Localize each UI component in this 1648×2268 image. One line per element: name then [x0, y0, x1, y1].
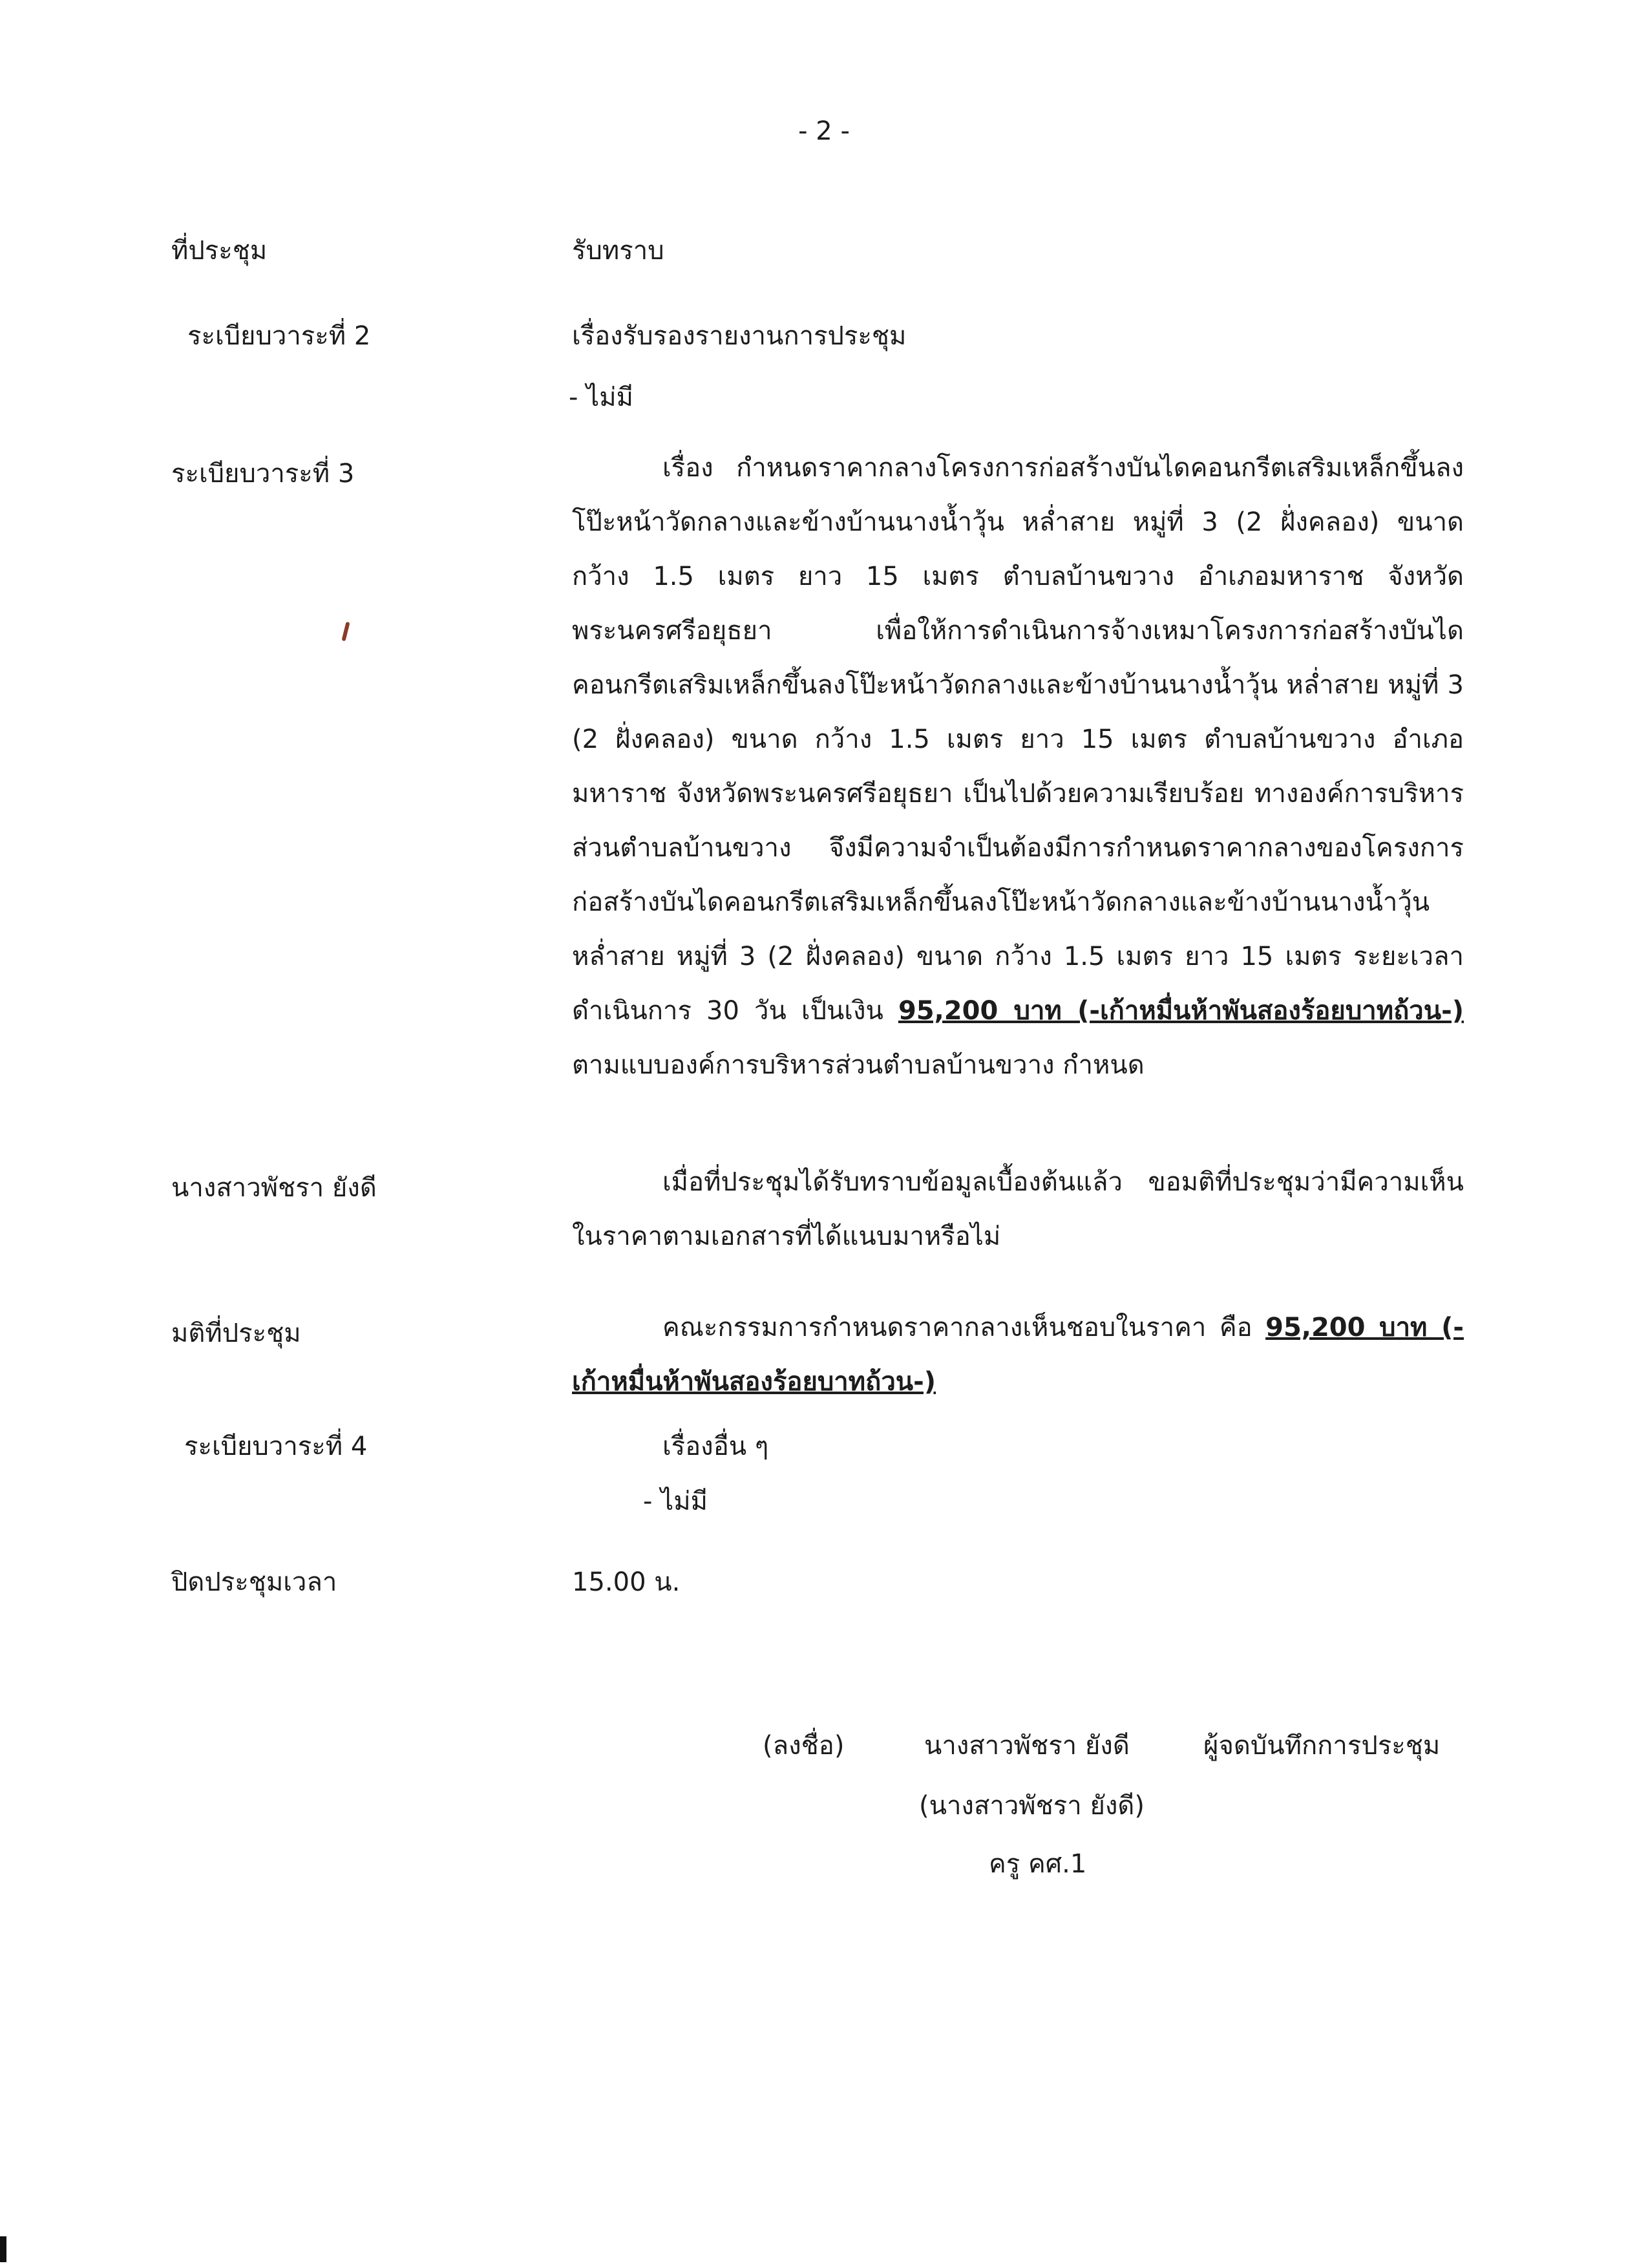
signature-position: ครู คศ.1 [989, 1849, 1087, 1879]
price-amount: 95,200 บาท (-เก้าหมื่นห้าพันสองร้อยบาทถ้วน-) [898, 996, 1464, 1026]
paragraph-tail: ตามแบบองค์การบริหารส่วนตำบลบ้านขวาง กำหนด [572, 1050, 1145, 1080]
item-paragraph [572, 1155, 1464, 1264]
paragraph-text: เรื่อง กำหนดราคากลางโครงการก่อสร้างบันไดคอนกรีตเสริมเหล็กขึ้นลงโป๊ะหน้าวัดกลางและข้างบ้านนางน้ำวุ้น หล่ำสาย หมู่ที่ 3 (2 ฝั่งคลอง) ขนาด กว้าง 1.5 เมตร ยาว 15 เมตร ตำบลบ้านขวาง อำเภอมหาราช จังหวัดพระนครศรีอยุธยา เพื่อให้การดำเนินการจ้างเหมาโครงการก่อสร้างบันไดคอนกรีตเสริมเหล็กขึ้นลงโป๊ะหน้าวัดกลางและข้างบ้านนางน้ำวุ้น หล่ำสาย หมู่ที่ 3 (2 ฝั่งคลอง) ขนาด กว้าง 1.5 เมตร ยาว 15 เมตร ตำบลบ้านขวาง อำเภอมหาราช จังหวัดพระนครศรีอยุธยา เป็นไปด้วยความเรียบร้อย ทางองค์การบริหารส่วนตำบลบ้านขวาง จึงมีความจำเป็นต้องมีการกำหนดราคากลางของโครงการก่อสร้างบันไดคอนกรีตเสริมเหล็กขึ้นลงโป๊ะหน้าวัดกลางและข้างบ้านนางน้ำวุ้น หล่ำสาย หมู่ที่ 3 (2 ฝั่งคลอง) ขนาด กว้าง 1.5 เมตร ยาว 15 เมตร ระยะเวลาดำเนินการ 30 วัน เป็นเงิน [572, 453, 1464, 1026]
paragraph-text: เมื่อที่ประชุมได้รับทราบข้อมูลเบื้องต้นแล้ว ขอมติที่ประชุมว่ามีความเห็นในราคาตามเอกสารที่ได้แนบมาหรือไม่ [572, 1167, 1464, 1251]
item-content: เรื่องอื่น ๆ [662, 1432, 769, 1461]
speaker-name: นางสาวพัชรา ยังดี [171, 1173, 377, 1203]
item-sub: - ไม่มี [569, 383, 633, 412]
item-sub: - ไม่มี [643, 1487, 708, 1516]
item-content: รับทราบ [572, 236, 664, 266]
paragraph-text: คณะกรรมการกำหนดราคากลางเห็นชอบในราคา คือ [662, 1313, 1266, 1342]
item-label: ระเบียบวาระที่ 3 [171, 459, 355, 489]
item-paragraph [572, 441, 1464, 1092]
item-label: ระเบียบวาระที่ 2 [187, 321, 371, 351]
item-label: ระเบียบวาระที่ 4 [184, 1432, 368, 1461]
signature-role: ผู้จดบันทึกการประชุม [1203, 1731, 1441, 1761]
item-label: มติที่ประชุม [171, 1319, 301, 1348]
signature-name: นางสาวพัชรา ยังดี [924, 1731, 1130, 1761]
scan-edge-mark [0, 2236, 6, 2262]
item-label: ที่ประชุม [171, 236, 268, 266]
price-amount: 95,200 บาท (-เก้าหมื่นห้าพันสองร้อยบาทถ้วน-) [572, 1313, 1464, 1397]
page-number: - 2 - [798, 116, 850, 146]
item-paragraph [572, 1300, 1464, 1409]
item-label: ปิดประชุมเวลา [171, 1567, 337, 1597]
signature-prefix: (ลงชื่อ) [763, 1731, 845, 1761]
item-content: 15.00 น. [572, 1567, 681, 1597]
ink-speck [341, 622, 350, 642]
item-content: เรื่องรับรองรายงานการประชุม [572, 321, 907, 351]
signature-name-parenthesized: (นางสาวพัชรา ยังดี) [919, 1791, 1145, 1821]
